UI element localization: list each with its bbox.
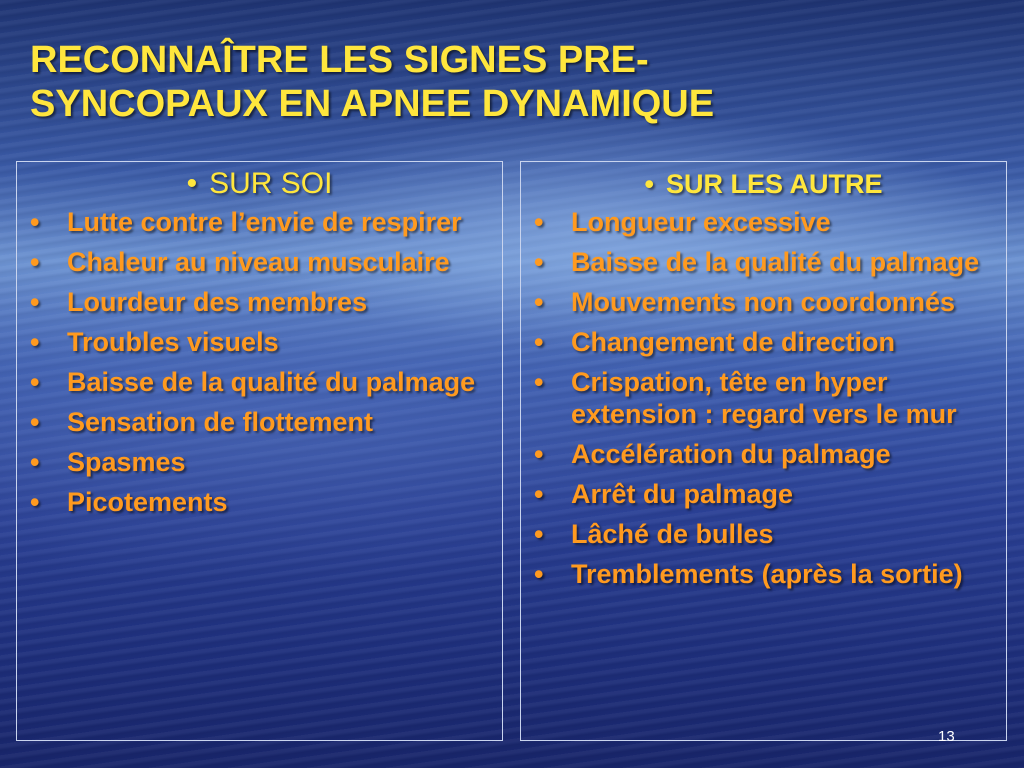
bullet-icon: • xyxy=(534,479,544,509)
title-line-1: RECONNAÎTRE LES SIGNES PRE- xyxy=(30,39,649,81)
list-item-text: Tremblements (après la sortie) xyxy=(571,559,963,589)
bullet-icon: • xyxy=(30,367,40,397)
bullet-icon: • xyxy=(534,519,544,549)
slide-title xyxy=(30,38,990,126)
bullet-icon: • xyxy=(534,287,544,317)
list-item-text: Sensation de flottement xyxy=(67,407,374,437)
list-item xyxy=(521,326,1006,358)
list-item-text: Lutte contre l’envie de respirer xyxy=(67,207,462,237)
list-item-text: Chaleur au niveau musculaire xyxy=(67,247,450,277)
list-item-text: Baisse de la qualité du palmage xyxy=(67,367,476,397)
list-item xyxy=(17,326,502,358)
list-item xyxy=(521,206,1006,238)
bullet-icon: • xyxy=(30,247,40,277)
right-header-label: SUR LES AUTRE xyxy=(665,169,883,199)
bullet-icon: • xyxy=(534,439,544,469)
list-item xyxy=(521,478,1006,510)
bullet-icon: • xyxy=(30,327,40,357)
list-item-text: Crispation, tête en hyper extension : regard vers le mur xyxy=(571,367,957,429)
list-item xyxy=(17,286,502,318)
left-item-list xyxy=(17,206,502,518)
right-panel-sur-les-autre xyxy=(520,161,1007,741)
list-item-text: Lâché de bulles xyxy=(571,519,774,549)
list-item-text: Troubles visuels xyxy=(67,327,279,357)
title-line-2: SYNCOPAUX EN APNEE DYNAMIQUE xyxy=(30,83,715,125)
bullet-icon: • xyxy=(30,447,40,477)
left-header-label: SUR SOI xyxy=(209,167,333,200)
header-bullet-icon: • xyxy=(644,169,654,199)
left-panel-header xyxy=(17,166,502,202)
list-item-text: Longueur excessive xyxy=(571,207,831,237)
list-item xyxy=(17,406,502,438)
list-item-text: Accélération du palmage xyxy=(571,439,891,469)
list-item xyxy=(521,438,1006,470)
bullet-icon: • xyxy=(534,367,544,397)
bullet-icon: • xyxy=(30,287,40,317)
list-item-text: Spasmes xyxy=(67,447,186,477)
bullet-icon: • xyxy=(534,207,544,237)
list-item xyxy=(521,518,1006,550)
list-item xyxy=(17,246,502,278)
bullet-icon: • xyxy=(30,407,40,437)
right-panel-header xyxy=(521,166,1006,202)
list-item xyxy=(521,558,1006,590)
list-item xyxy=(17,446,502,478)
bullet-icon: • xyxy=(534,559,544,589)
bullet-icon: • xyxy=(30,487,40,517)
left-panel-sur-soi xyxy=(16,161,503,741)
header-bullet-icon: • xyxy=(186,167,198,200)
list-item-text: Arrêt du palmage xyxy=(571,479,794,509)
list-item-text: Mouvements non coordonnés xyxy=(571,287,956,317)
bullet-icon: • xyxy=(30,207,40,237)
page-number: 13 xyxy=(938,728,955,745)
list-item xyxy=(17,486,502,518)
list-item-text: Baisse de la qualité du palmage xyxy=(571,247,980,277)
list-item xyxy=(521,286,1006,318)
bullet-icon: • xyxy=(534,247,544,277)
list-item-text: Picotements xyxy=(67,487,228,517)
list-item-text: Lourdeur des membres xyxy=(67,287,368,317)
list-item xyxy=(521,366,1006,430)
bullet-icon: • xyxy=(534,327,544,357)
list-item xyxy=(17,366,502,398)
list-item xyxy=(521,246,1006,278)
right-item-list xyxy=(521,206,1006,590)
list-item-text: Changement de direction xyxy=(571,327,896,357)
list-item xyxy=(17,206,502,238)
